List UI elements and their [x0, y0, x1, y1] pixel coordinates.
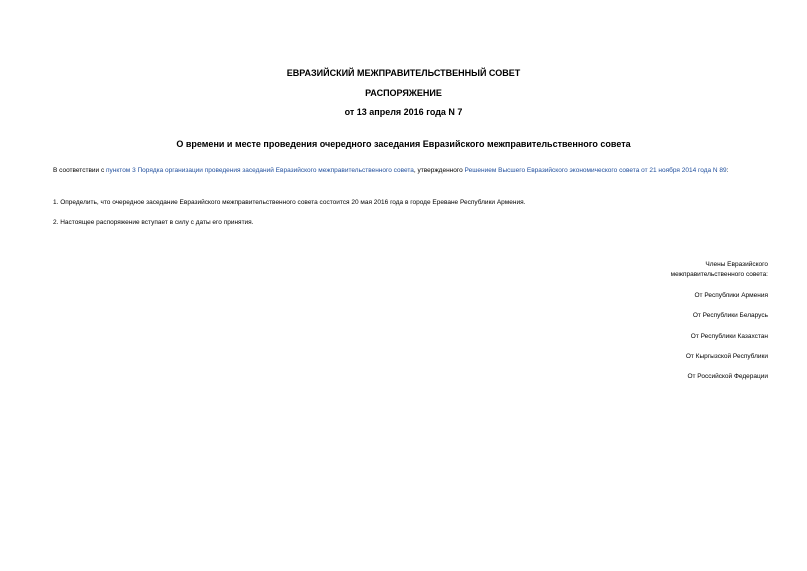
- document-date-number: от 13 апреля 2016 года N 7: [344, 107, 463, 117]
- intro-middle: , утвержденного: [413, 167, 465, 174]
- signatures-heading: [548, 260, 768, 280]
- item-2-paragraph: 2. Настоящее распоряжение вступает в силу с даты его принятия.: [53, 219, 254, 226]
- intro-paragraph: [39, 166, 769, 176]
- signature-armenia: От Республики Армения: [694, 292, 768, 299]
- signatures-heading-line-1: Члены Евразийского: [705, 261, 768, 268]
- intro-prefix: В соответствии с: [53, 167, 107, 174]
- link-procedure-point-3[interactable]: пунктом 3 Порядка организации проведения заседаний Евразийского межправительственного совета: [106, 167, 414, 174]
- intro-suffix: :: [726, 167, 729, 174]
- signatures-heading-line-2: межправительственного совета:: [670, 271, 768, 278]
- signature-kyrgyz: От Кыргызской Республики: [685, 353, 768, 360]
- signature-russia: От Российской Федерации: [687, 373, 768, 380]
- organization-heading: ЕВРАЗИЙСКИЙ МЕЖПРАВИТЕЛЬСТВЕННЫЙ СОВЕТ: [286, 68, 521, 78]
- document-title: О времени и месте проведения очередного заседания Евразийского межправительственного совета: [176, 139, 631, 149]
- signature-kazakhstan: От Республики Казахстан: [690, 333, 768, 340]
- item-1-paragraph: 1. Определить, что очередное заседание Евразийского межправительственного совета состоится 20 мая 2016 года в городе Ереване Республики Армения.: [53, 199, 526, 206]
- link-supreme-council-decision[interactable]: Решением Высшего Евразийского экономического совета от 21 ноября 2014 года N 89: [464, 167, 727, 174]
- document-type-heading: РАСПОРЯЖЕНИЕ: [365, 88, 442, 98]
- signature-belarus: От Республики Беларусь: [692, 312, 768, 319]
